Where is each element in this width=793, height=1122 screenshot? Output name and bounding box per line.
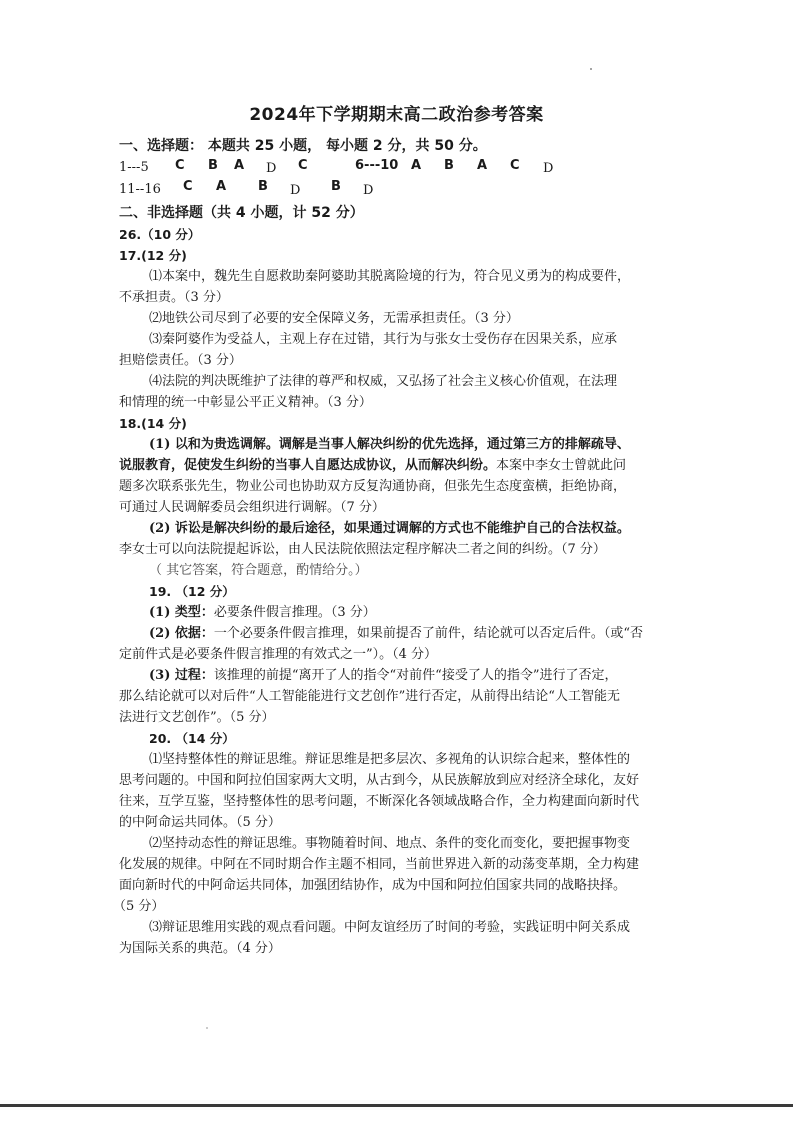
q19-label: 19. （12 分）	[149, 584, 235, 599]
q20-p2-line4: （5 分）	[113, 899, 165, 914]
answer-5: C	[298, 158, 308, 173]
q19-p2-line1	[149, 624, 643, 644]
answer-16: D	[363, 183, 374, 198]
q18-p1-line1: (1) 以和为贵选调解。调解是当事人解决纠纷的优先选择，通过第三方的排解疏导、	[149, 437, 630, 452]
q19-p2-text: 一个必要条件假言推理，如果前提否了前件，结论就可以否定后件。（或“否	[213, 626, 644, 641]
answer-6: A	[411, 158, 422, 173]
answer-15: B	[331, 179, 341, 194]
q18-p2-line1: (2) 诉讼是解决纠纷的最后途径，如果通过调解的方式也不能维护自己的合法权益。	[149, 521, 630, 536]
q20-p1-line2: 思考问题的。中国和阿拉伯国家两大文明，从古到今，从民族解放到应对经济全球化，友好	[119, 773, 640, 788]
q19-p2-heading: (2) 依据：	[149, 626, 214, 641]
answer-1: C	[175, 158, 185, 173]
answer-8: A	[477, 158, 488, 173]
row2-label: 11--16	[119, 182, 161, 197]
q20-p1-line3: 往来，互学互鉴，坚持整体性的思考问题，不断深化各领域战略合作，全力构建面向新时代	[119, 794, 640, 809]
q17-p1-line1: ⑴本案中，魏先生自愿救助秦阿婆助其脱离险境的行为，符合见义勇为的构成要件，	[149, 269, 631, 284]
q17-p4-line1: ⑷法院的判决既维护了法律的尊严和权威，又弘扬了社会主义核心价值观，在法理	[149, 374, 618, 389]
q17-p2: ⑵地铁公司尽到了必要的安全保障义务，无需承担责任。（3 分）	[149, 311, 519, 326]
q17-p3-line2: 担赔偿责任。（3 分）	[119, 353, 242, 368]
q20-p1-line4: 的中阿命运共同体。（5 分）	[119, 815, 281, 830]
speck-mark	[590, 68, 592, 70]
q18-p1-line3: 题多次联系张先生，物业公司也协助双方反复沟通协商，但张先生态度蛮横，拒绝协商，	[119, 479, 627, 494]
q19-p3-heading: (3) 过程：	[149, 668, 214, 683]
section1-header: 一、选择题： 本题共 25 小题， 每小题 2 分，共 50 分。	[119, 138, 487, 154]
q20-p2-line1: ⑵坚持动态性的辩证思维。事物随着时间、地点、条件的变化而变化，要把握事物变	[149, 836, 631, 851]
q20-p3-line1: ⑶辩证思维用实践的观点看问题。中阿友谊经历了时间的考验，实践证明中阿关系成	[149, 920, 631, 935]
q17-p3-line1: ⑶秦阿婆作为受益人，主观上存在过错，其行为与张女士受伤存在因果关系，应承	[149, 332, 618, 347]
q17-label: 17.(12 分)	[119, 248, 187, 263]
q20-label: 20. （14 分）	[149, 731, 235, 746]
answer-10: D	[543, 161, 554, 176]
q18-p1-line4: 可通过人民调解委员会组织进行调解。（7 分）	[119, 500, 385, 515]
row1-label: 1---5	[119, 160, 149, 175]
page-title: 2024年下学期期末高二政治参考答案	[249, 105, 544, 125]
q18-p1-line2	[119, 456, 626, 476]
q18-note: （ 其它答案，符合题意，酌情给分。）	[149, 563, 368, 578]
q18-p2-line2: 李女士可以向法院提起诉讼，由人民法院依照法定程序解决二者之间的纠纷。（7 分）	[119, 542, 606, 557]
q26-label: 26.（10 分）	[119, 227, 201, 242]
q19-p2-line2: 定前件式是必要条件假言推理的有效式之一”）。（4 分）	[119, 647, 438, 662]
answer-7: B	[444, 158, 454, 173]
q19-p1-text: 必要条件假言推理。（3 分）	[213, 605, 376, 620]
q19-p3-line3: 法进行文艺创作”。（5 分）	[119, 710, 275, 725]
answer-2: B	[208, 158, 218, 173]
speck-mark-bottom	[206, 1027, 208, 1029]
section2-header: 二、非选择题（共 4 小题，计 52 分）	[119, 205, 364, 221]
q20-p1-line1: ⑴坚持整体性的辩证思维。辩证思维是把多层次、多视角的认识综合起来，整体性的	[149, 752, 631, 767]
answer-13: B	[258, 179, 268, 194]
q18-p1-line2-rest: 本案中李女士曾就此问	[496, 458, 627, 473]
q18-p1-line2-bold: 说服教育，促使发生纠纷的当事人自愿达成协议，从而解决纠纷。	[119, 458, 497, 473]
q17-p4-line2: 和情理的统一中彰显公平正义精神。（3 分）	[119, 395, 372, 410]
q20-p2-line3: 面向新时代的中阿命运共同体，加强团结协作，成为中国和阿拉伯国家共同的战略抉择。	[119, 878, 627, 893]
q19-p3-line2: 那么结论就可以对后件“人工智能能进行文艺创作”进行否定，从前得出结论“人工智能无	[119, 689, 620, 704]
answer-3: A	[234, 158, 245, 173]
answer-4: D	[266, 161, 277, 176]
page-bottom-border	[0, 1104, 793, 1107]
answer-11: C	[183, 179, 193, 194]
q18-label: 18.(14 分)	[119, 416, 187, 431]
q19-p3-line1	[149, 666, 617, 686]
q20-p3-line2: 为国际关系的典范。（4 分）	[119, 941, 281, 956]
q19-p3-text: 该推理的前提“离开了人的指令“对前件“接受了人的指令”进行了否定，	[213, 668, 618, 683]
q19-p1-heading: (1) 类型：	[149, 605, 214, 620]
answer-9: C	[510, 158, 520, 173]
row1b-label: 6---10	[355, 158, 399, 173]
q20-p2-line2: 化发展的规律。中阿在不同时期合作主题不相同，当前世界进入新的动荡变革期，全力构建	[119, 857, 640, 872]
answer-12: A	[216, 179, 227, 194]
answer-14: D	[290, 183, 301, 198]
q19-p1	[149, 603, 376, 623]
q17-p1-line2: 不承担责。（3 分）	[119, 290, 229, 305]
